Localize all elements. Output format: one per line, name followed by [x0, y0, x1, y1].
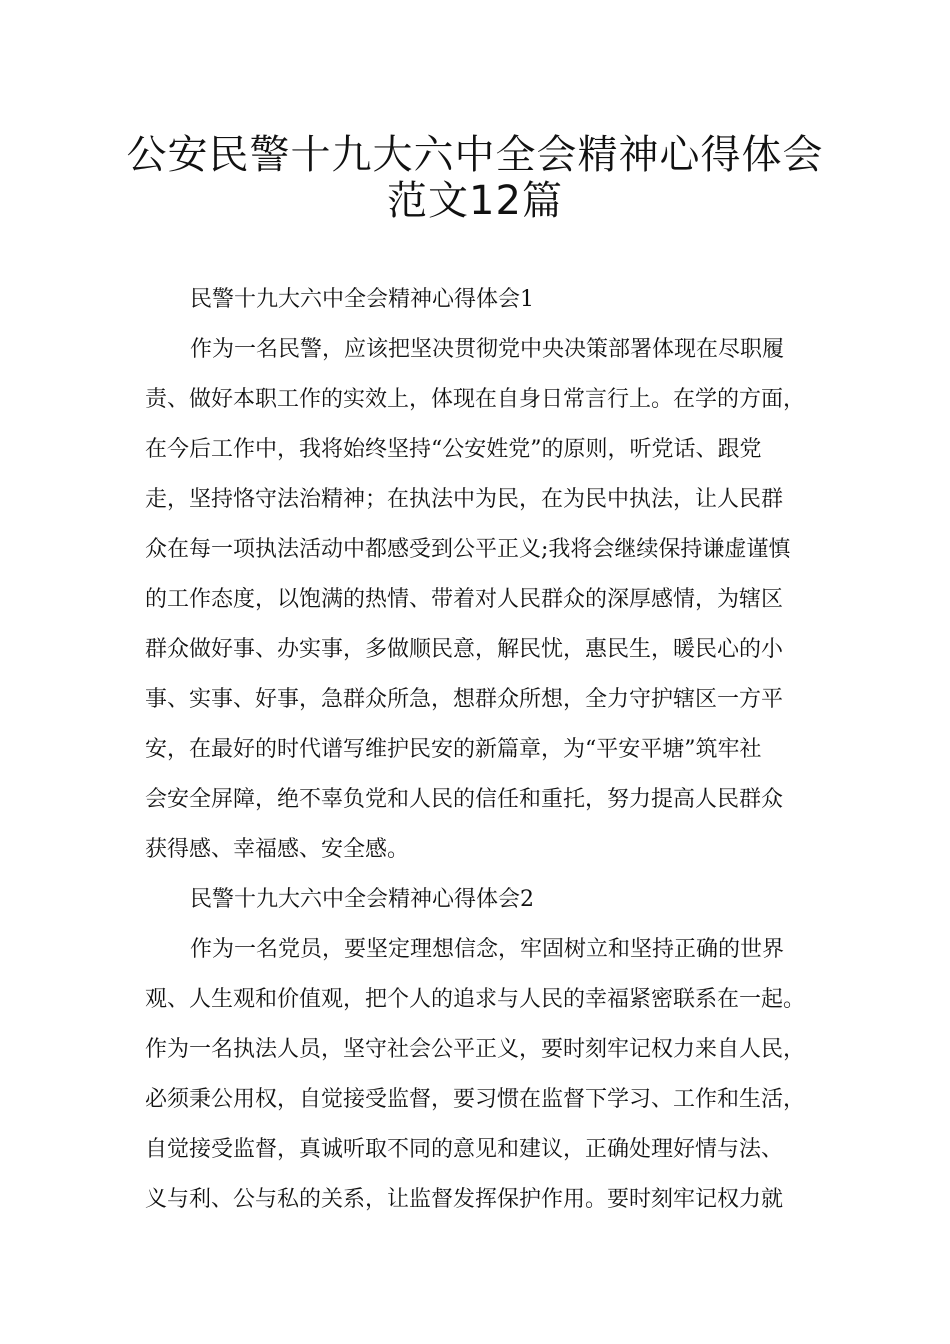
section-1-paragraph-line: 的工作态度，以饱满的热情、带着对人民群众的深厚感情，为辖区 — [145, 587, 784, 612]
section-1-paragraph-line: 事、实事、好事，急群众所急，想群众所想，全力守护辖区一方平 — [145, 687, 784, 712]
section-1-paragraph-line: 获得感、幸福感、安全感。 — [145, 837, 410, 862]
section-1-paragraph-line: 会安全屏障，绝不辜负党和人民的信任和重托，努力提高人民群众 — [145, 787, 784, 812]
section-2-paragraph-line: 必须秉公用权，自觉接受监督，要习惯在监督下学习、工作和生活， — [145, 1087, 806, 1112]
section-2-paragraph-line: 作为一名党员，要坚定理想信念，牢固树立和坚持正确的世界 — [190, 937, 785, 962]
section-1-paragraph-line: 作为一名民警，应该把坚决贯彻党中央决策部署体现在尽职履 — [190, 337, 785, 362]
section-1-paragraph-line: 安，在最好的时代谱写维护民安的新篇章，为“平安平塘”筑牢社 — [145, 737, 762, 762]
section-1-paragraph-line: 责、做好本职工作的实效上，体现在自身日常言行上。在学的方面， — [145, 387, 806, 412]
section-1-paragraph-line: 走，坚持恪守法治精神；在执法中为民，在为民中执法，让人民群 — [145, 487, 784, 512]
section-2-paragraph-line: 自觉接受监督，真诚听取不同的意见和建议，正确处理好情与法、 — [145, 1137, 784, 1162]
section-2-paragraph-line: 作为一名执法人员，坚守社会公平正义，要时刻牢记权力来自人民， — [145, 1037, 806, 1062]
section-2-paragraph-line: 义与利、公与私的关系，让监督发挥保护作用。要时刻牢记权力就 — [145, 1187, 784, 1212]
section-1-paragraph-line: 在今后工作中，我将始终坚持“公安姓党”的原则，听党话、跟党 — [145, 437, 762, 462]
section-1-paragraph-line: 众在每一项执法活动中都感受到公平正义;我将会继续保持谦虚谨慎 — [145, 537, 791, 562]
document-title-line2: 范文12篇 — [387, 178, 563, 224]
section-2-heading: 民警十九大六中全会精神心得体会2 — [190, 887, 534, 912]
section-2-paragraph-line: 观、人生观和价值观，把个人的追求与人民的幸福紧密联系在一起。 — [145, 987, 806, 1012]
document-title-line1: 公安民警十九大六中全会精神心得体会 — [126, 132, 824, 178]
section-1-paragraph-line: 群众做好事、办实事，多做顺民意，解民忧，惠民生，暖民心的小 — [145, 637, 784, 662]
section-1-heading: 民警十九大六中全会精神心得体会1 — [190, 287, 534, 312]
